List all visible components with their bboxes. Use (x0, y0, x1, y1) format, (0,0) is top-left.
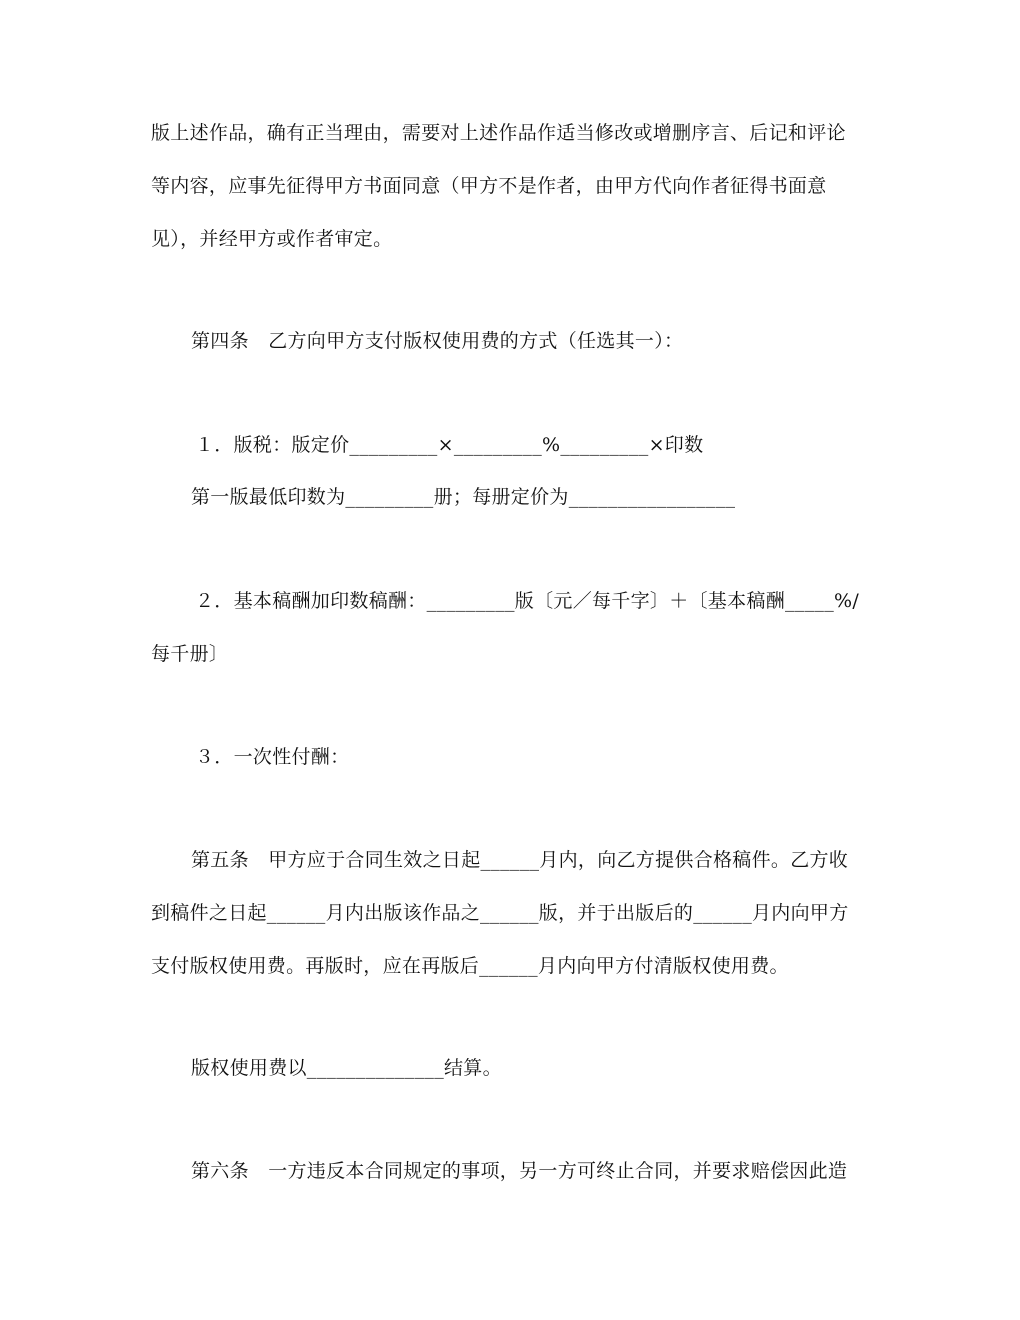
option-two-basic-fee: ２．基本稿酬加印数稿酬：_________版〔元／每千字〕＋〔基本稿酬_____%/ (195, 590, 860, 612)
settlement-line: 版权使用费以______________结算。 (191, 1057, 502, 1079)
text-line: 等内容，应事先征得甲方书面同意（甲方不是作者，由甲方代向作者征得书面意 (151, 175, 827, 197)
first-edition-print-line: 第一版最低印数为_________册；每册定价为_________________ (191, 486, 736, 508)
text-line: 见），并经甲方或作者审定。 (151, 228, 393, 250)
text-line: 版上述作品，确有正当理由，需要对上述作品作适当修改或增删序言、后记和评论 (151, 122, 846, 144)
option-three-lump-sum: ３．一次性付酬： (195, 746, 350, 768)
text-line: 支付版权使用费。再版时，应在再版后______月内向甲方付清版权使用费。 (151, 955, 789, 977)
article-five-paragraph: 第五条 甲方应于合同生效之日起______月内，向乙方提供合格稿件。乙方收 (191, 849, 849, 871)
option-one-royalty: １．版税：版定价_________×_________%_________×印数 (195, 434, 704, 456)
article-four-heading: 第四条 乙方向甲方支付版权使用费的方式（任选其一）： (191, 330, 684, 352)
text-line: 到稿件之日起______月内出版该作品之______版，并于出版后的______月内向甲方 (151, 902, 849, 924)
article-six-paragraph: 第六条 一方违反本合同规定的事项，另一方可终止合同，并要求赔偿因此造 (191, 1160, 848, 1182)
text-line: 每千册〕 (151, 643, 229, 665)
